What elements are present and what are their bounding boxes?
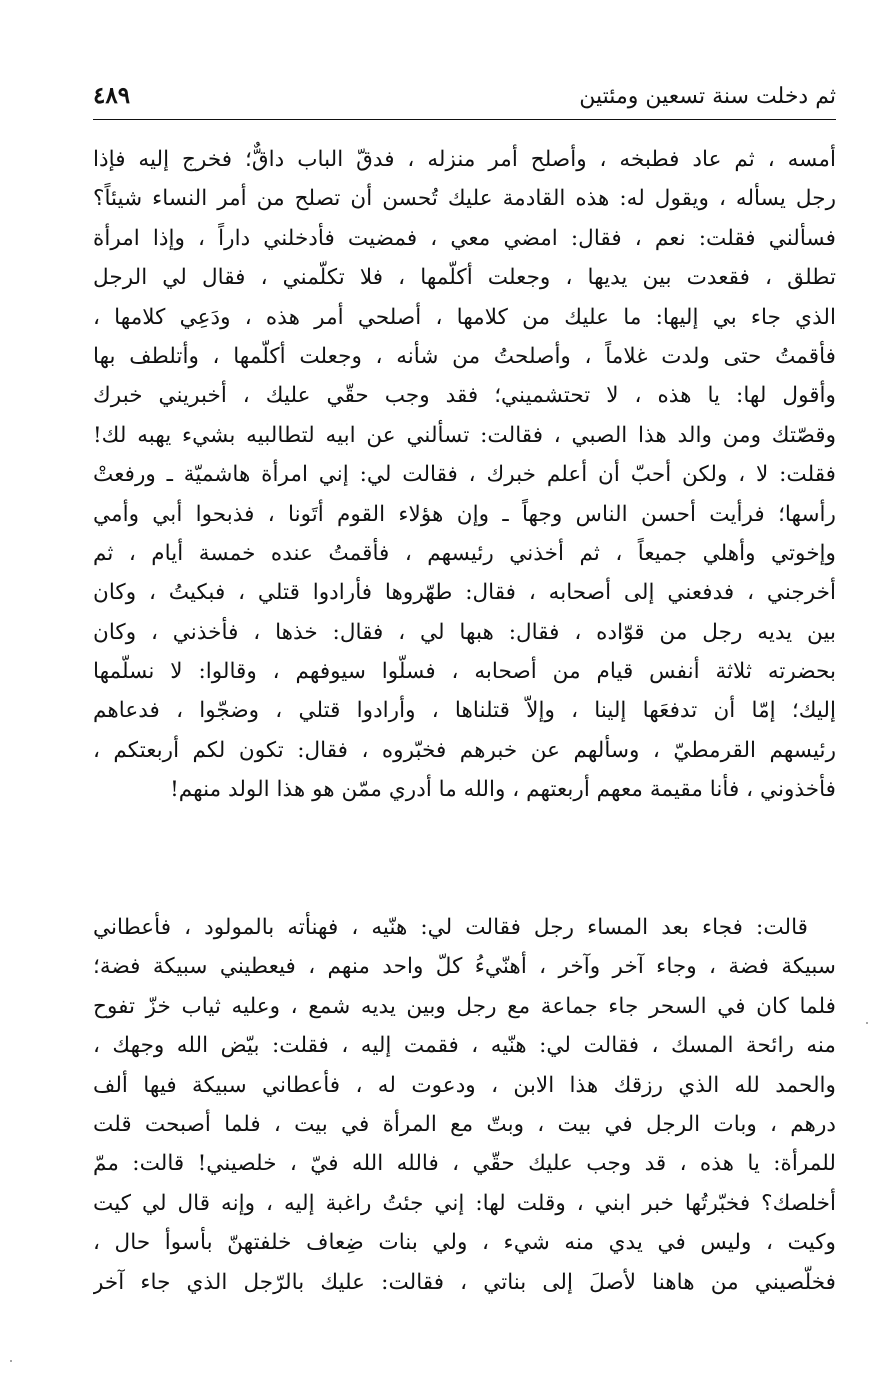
text-line: للمرأة: يا هذه ، قد وجب عليك حقّي ، فالله الله فيّ ، خلصيني! قالت: ممّ: [93, 1151, 836, 1177]
text-line: وكيت ، وليس في يدي منه شيء ، ولي بنات ضِعاف خلفتهنّ بأسوأ حال ،: [93, 1230, 836, 1256]
text-line: درهم ، وبات الرجل في بيت ، وبتّ مع المرأة في بيت ، فلما أصبحت قلت: [93, 1111, 836, 1137]
scan-speck: [866, 1022, 868, 1024]
text-line: رأسها؛ فرأيت أحسن الناس وجهاً ـ وإن هؤلاء القوم أتَونا ، فذبحوا أبي وأمي: [93, 501, 836, 527]
text-line: قالت: فجاء بعد المساء رجل فقالت لي: هنّيه ، فهنأته بالمولود ، فأعطاني: [93, 915, 808, 940]
text-line: وإخوتي وأهلي جميعاً ، ثم أخذني رئيسهم ، فأقمتُ عنده خمسة أيام ، ثم: [93, 540, 836, 566]
text-line: فخلّصيني من هاهنا لأصلَ إلى بناتي ، فقالت: عليك بالرّجل الذي جاء آخر: [93, 1269, 836, 1295]
header-rule: [93, 119, 836, 120]
text-line: والحمد لله الذي رزقك هذا الابن ، ودعوت له ، فأعطاني سبيكة فيها ألف: [93, 1072, 836, 1098]
text-line: منه رائحة المسك ، فقالت لي: هنّيه ، فقمت إليه ، فقلت: بيّض الله وجهك ،: [93, 1033, 836, 1059]
running-header: [93, 78, 836, 118]
text-line: الذي جاء بي إليها: ما عليك من كلامها ، أصلحي أمر هذه ، ودَعِي كلامها ،: [93, 304, 836, 330]
text-line: أمسه ، ثم عاد فطبخه ، وأصلح أمر منزله ، فدقّ الباب داقٌّ؛ فخرج إليه فإذا: [93, 147, 836, 172]
text-line: بحضرته ثلاثة أنفس قيام من أصحابه ، فسلّوا سيوفهم ، وقالوا: لا نسلّمها: [93, 659, 836, 685]
text-line: فقلت: لا ، ولكن أحبّ أن أعلم خبرك ، فقالت لي: إني امرأة هاشميّة ـ ورفعتْ: [93, 462, 836, 488]
text-line: أخرجني ، فدفعني إلى أصحابه ، فقال: طهّروها فأرادوا قتلي ، فبكيتُ ، وكان: [93, 580, 836, 606]
text-line: رئيسهم القرمطيّ ، وسألهم عن خبرهم فخبّروه ، فقال: تكون لكم أربعتكم ،: [93, 737, 836, 763]
text-line: فلما كان في السحر جاء جماعة مع رجل وبين يديه شمع ، وعليه ثياب خزّ تفوح: [93, 993, 836, 1019]
text-line: أخلصك؟ فخبّرتُها خبر ابني ، وقلت لها: إني جئتُ راغبة إليه ، وإنه قال لي كيت: [93, 1190, 836, 1216]
scan-speck: [10, 1360, 12, 1362]
paragraph-2: [93, 908, 836, 1302]
header-title: ثم دخلت سنة تسعين ومئتين: [579, 84, 836, 109]
text-line: فسألني فقلت: نعم ، فقال: امضي معي ، فمضيت فأدخلني داراً ، وإذا امرأة: [93, 225, 836, 251]
text-line: وأقول لها: يا هذه ، لا تحتشميني؛ فقد وجب حقّي عليك ، أخبريني خبرك: [93, 383, 836, 409]
text-line: فأخذوني ، فأنا مقيمة معهم أربعتهم ، والله ما أدري ممّن هو هذا الولد منهم!: [170, 777, 836, 803]
text-line: فأقمتُ حتى ولدت غلاماً ، وأصلحتُ من شأنه ، وجعلت أكلّمها ، وأتلطف بها: [93, 343, 836, 369]
text-line: بين يديه رجل من قوّاده ، فقال: هبها لي ، فقال: خذها ، فأخذني ، وكان: [93, 619, 836, 645]
paragraph-1: [93, 140, 836, 810]
page-number: ٤٨٩: [93, 82, 131, 109]
text-line: سبيكة فضة ، وجاء آخر وآخر ، أهنّيءُ كلّ واحد منهم ، فيعطيني سبيكة فضة؛: [93, 954, 836, 980]
text-line: رجل يسأله ، ويقول له: هذه القادمة عليك تُحسن أن تصلح من أمر النساء شيئاً؟: [93, 186, 836, 212]
text-line: تطلق ، فقعدت بين يديها ، وجعلت أكلّمها ، فلا تكلّمني ، فقال لي الرجل: [93, 265, 836, 291]
text-line: إليك؛ إمّا أن تدفعَها إلينا ، وإلاّ قتلناها ، وأرادوا قتلي ، وضجّوا ، فدعاهم: [93, 698, 836, 724]
text-line: وقصّتك ومن والد هذا الصبي ، فقالت: تسألني عن ابيه لتطالبيه بشيء يهبه لك!: [93, 422, 836, 448]
